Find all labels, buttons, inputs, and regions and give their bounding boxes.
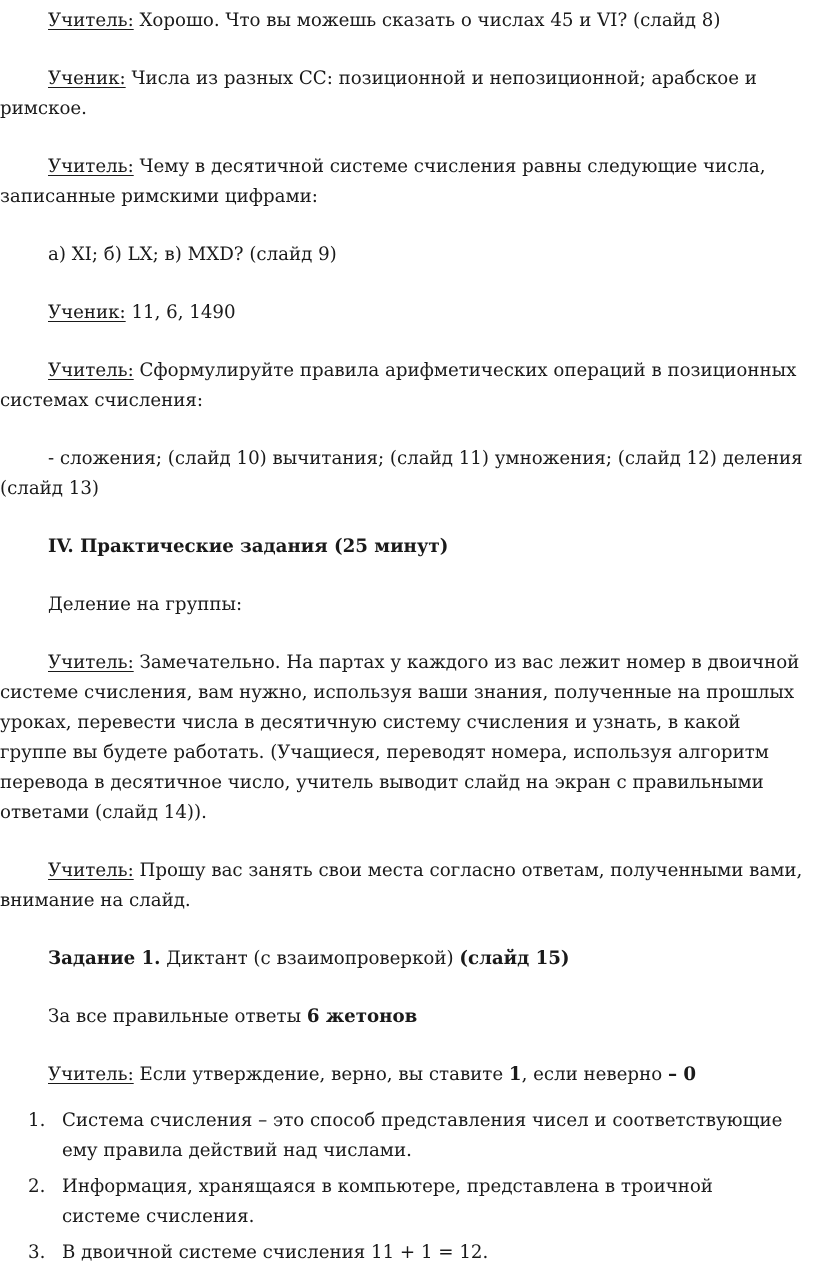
- list-number: 2.: [28, 1176, 46, 1197]
- rule-false-value: 0: [677, 1064, 697, 1085]
- paragraph-text: Числа из разных СС: позиционной и непозиционной; арабское и римское.: [0, 68, 757, 119]
- rule-text: Если утверждение, верно, вы ставите: [133, 1064, 509, 1085]
- paragraph-text: Сформулируйте правила арифметических операций в позиционных системах счисления:: [0, 360, 797, 411]
- reward-line: [0, 1002, 816, 1032]
- paragraph: [0, 152, 816, 212]
- paragraph-text: Чему в десятичной системе счисления равны следующие числа, записанные римскими цифрами:: [0, 156, 766, 207]
- speaker-label: Учитель:: [48, 360, 134, 381]
- list-item-text: Система счисления – это способ представления чисел и соответствующие ему правила действий над числами.: [62, 1110, 783, 1161]
- paragraph: [0, 590, 816, 620]
- task-label: Задание 1.: [48, 948, 161, 969]
- paragraph-text: Деление на группы:: [48, 594, 243, 615]
- list-item: [0, 1106, 816, 1166]
- speaker-label: Учитель:: [48, 652, 134, 673]
- list-item: [0, 1238, 816, 1268]
- paragraph: [0, 6, 816, 36]
- speaker-label: Учитель:: [48, 10, 134, 31]
- rule-line: [0, 1060, 816, 1090]
- rule-dash: –: [667, 1064, 678, 1085]
- paragraph-text: Замечательно. На партах у каждого из вас лежит номер в двоичной системе счисления, вам нужно, используя ваши знания, полученные на прошлых уроках, перевести числа в десятичную систему счисления и узнать, в какой группе вы будете работать. (Учащиеся, переводят номера, используя алгоритм перевода в десятичное число, учитель выводит слайд на экран с правильными ответами (слайд 14)).: [0, 652, 800, 823]
- paragraph: [0, 298, 816, 328]
- paragraph: [0, 64, 816, 124]
- task-heading: [0, 944, 816, 974]
- paragraph: [0, 444, 816, 504]
- list-number: 3.: [28, 1242, 46, 1263]
- rule-text: , если неверно: [521, 1064, 668, 1085]
- paragraph: [0, 356, 816, 416]
- reward-amount: 6 жетонов: [306, 1006, 418, 1027]
- paragraph-text: Хорошо. Что вы можешь сказать о числах 45 и VI? (слайд 8): [133, 10, 721, 31]
- paragraph-text: а) XI; б) LX; в) MXD? (слайд 9): [48, 244, 337, 265]
- speaker-label: Ученик:: [48, 68, 126, 89]
- task-slide: (слайд 15): [459, 948, 570, 969]
- speaker-label: Учитель:: [48, 1064, 134, 1085]
- list-number: 1.: [28, 1110, 46, 1131]
- paragraph-text: - сложения; (слайд 10) вычитания; (слайд 11) умножения; (слайд 12) деления (слайд 13): [0, 448, 803, 499]
- list-item: [0, 1172, 816, 1232]
- speaker-label: Учитель:: [48, 860, 134, 881]
- paragraph: [0, 856, 816, 916]
- list-item-text: Информация, хранящаяся в компьютере, представлена в троичной системе счисления.: [62, 1176, 713, 1227]
- paragraph-text: Прошу вас занять свои места согласно ответам, полученными вами, внимание на слайд.: [0, 860, 803, 911]
- rule-true-value: 1: [508, 1064, 522, 1085]
- list-item-text: В двоичной системе счисления 11 + 1 = 12.: [62, 1242, 489, 1263]
- speaker-label: Ученик:: [48, 302, 126, 323]
- reward-text: За все правильные ответы: [48, 1006, 307, 1027]
- paragraph: [0, 240, 816, 270]
- speaker-label: Учитель:: [48, 156, 134, 177]
- section-heading: [0, 532, 816, 562]
- section-heading-text: IV. Практические задания (25 минут): [48, 536, 449, 557]
- paragraph: [0, 648, 816, 828]
- statement-list: [0, 1106, 816, 1268]
- paragraph-text: 11, 6, 1490: [125, 302, 236, 323]
- task-text: Диктант (с взаимопроверкой): [160, 948, 460, 969]
